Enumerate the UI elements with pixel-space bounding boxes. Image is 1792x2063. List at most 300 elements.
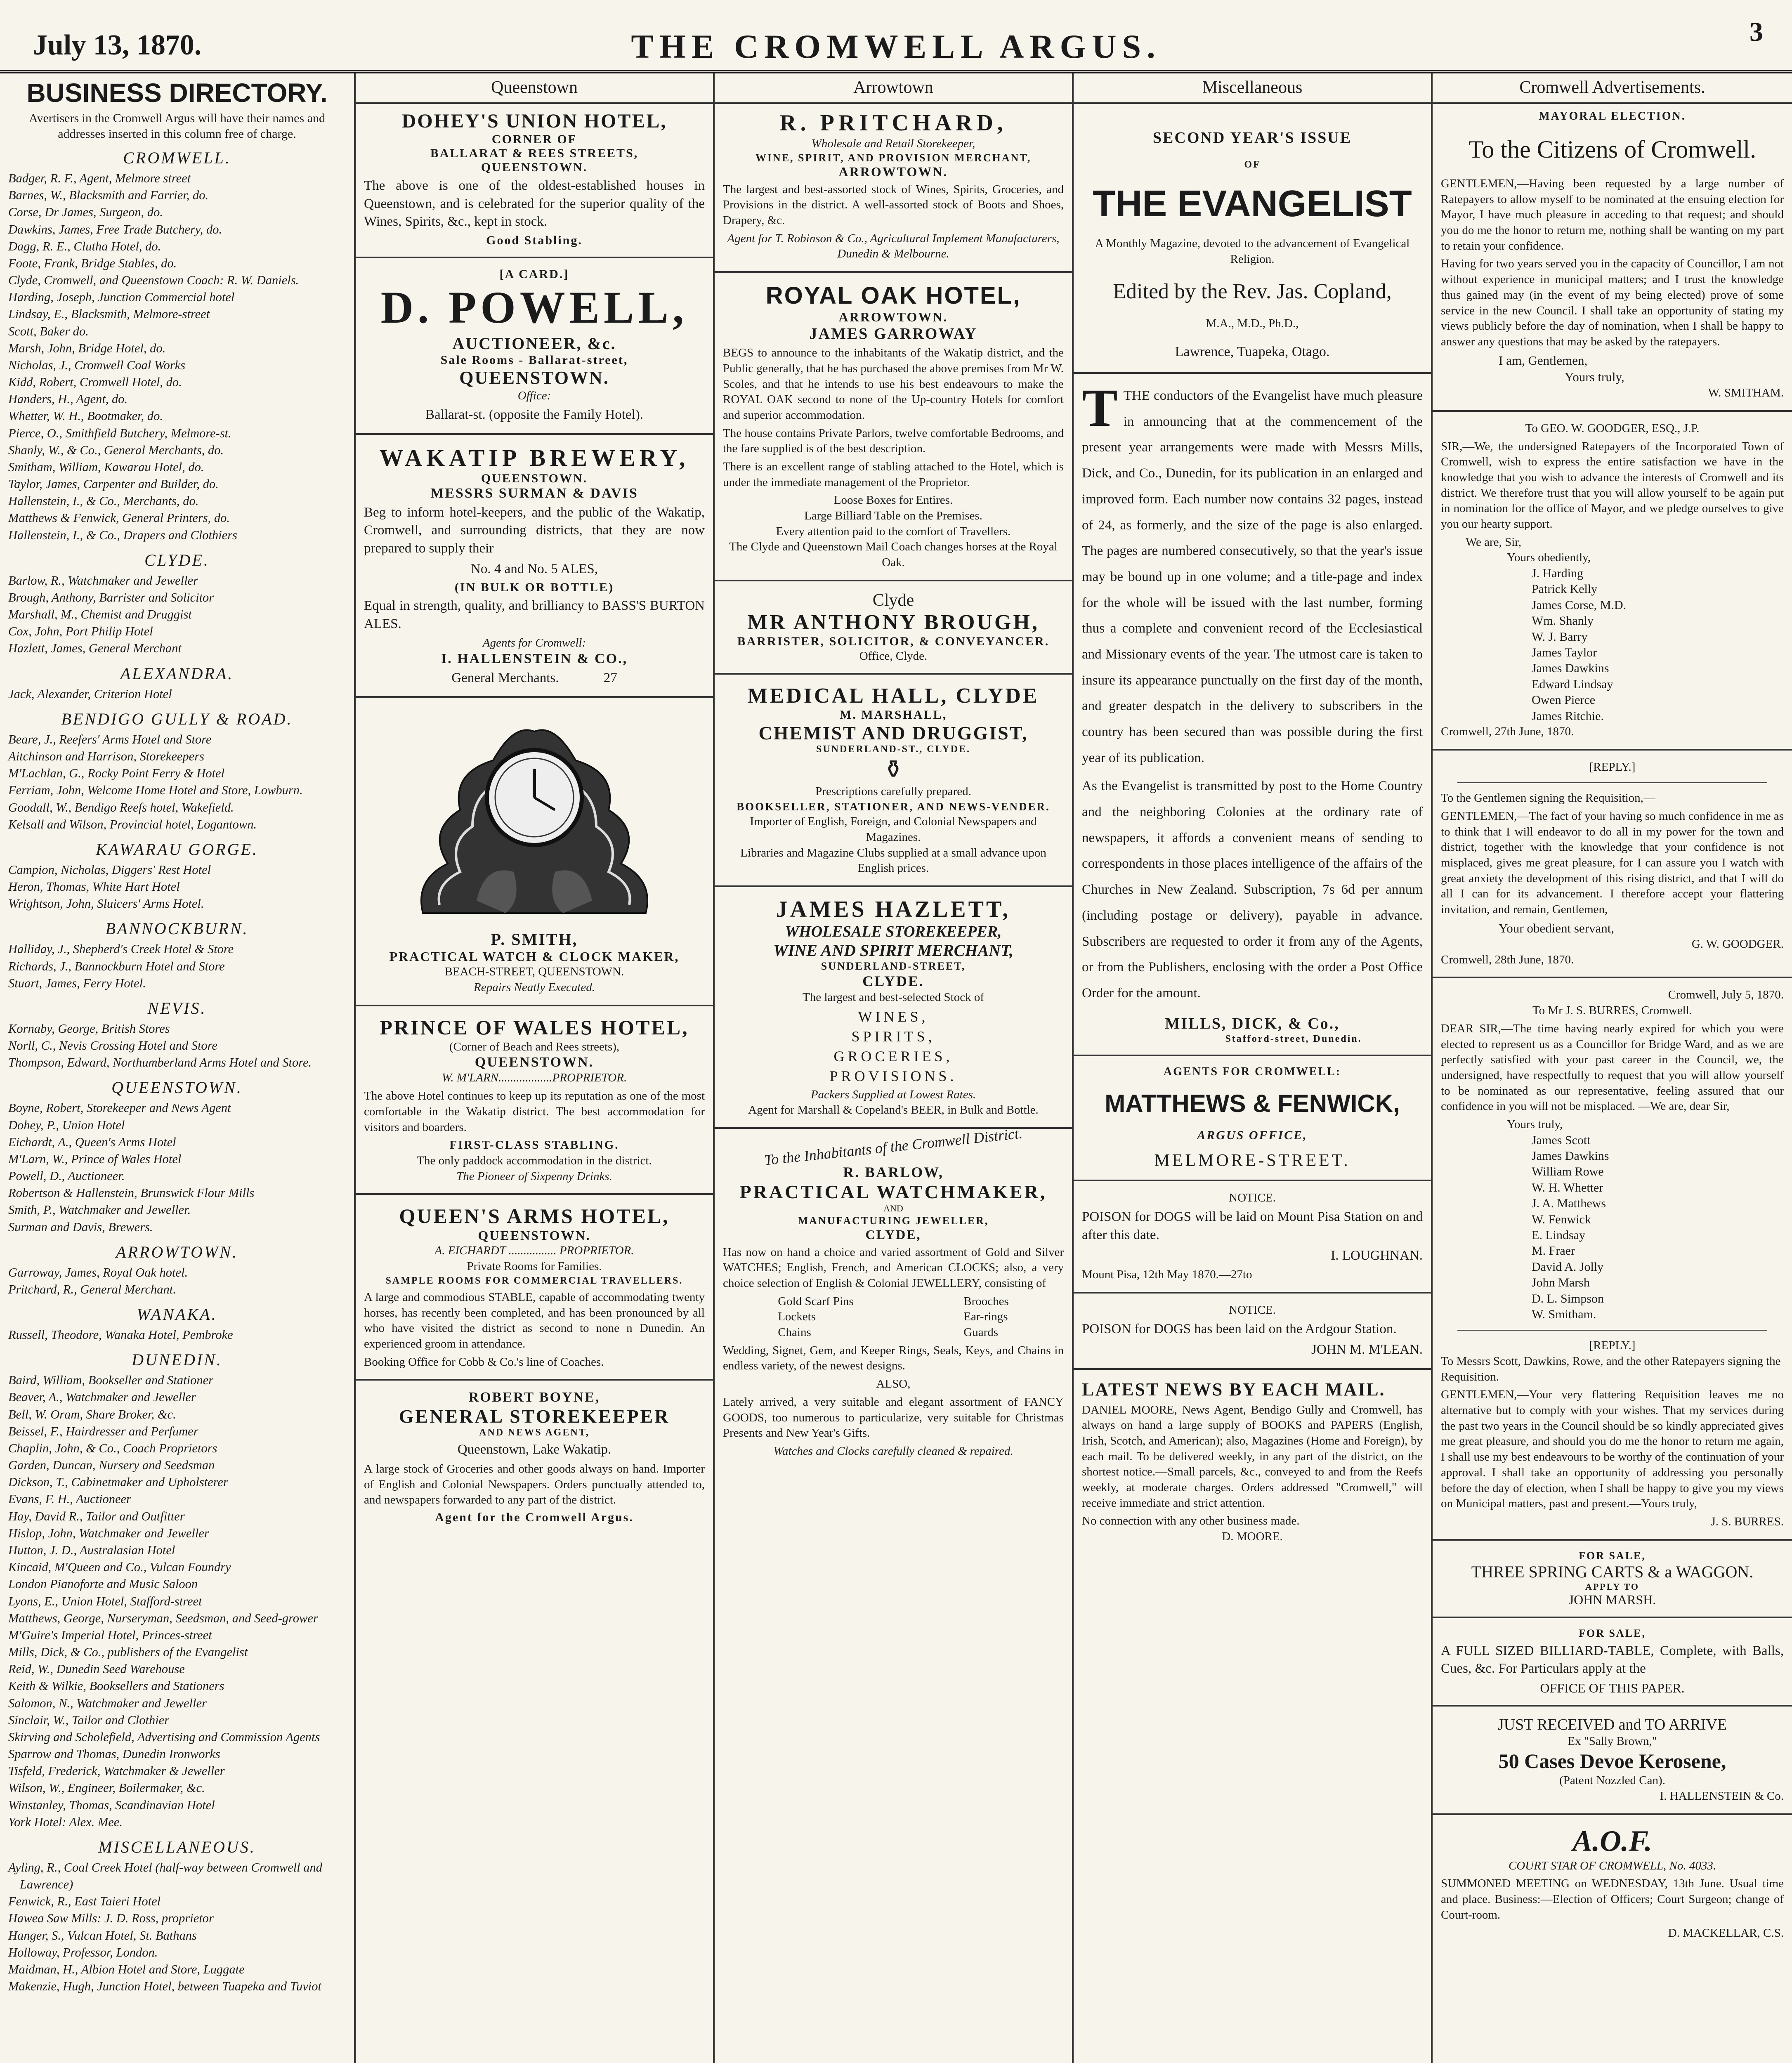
signatory-name: William Rowe — [1532, 1165, 1604, 1179]
directory-entry: Fenwick, R., East Taieri Hotel — [8, 1894, 161, 1909]
directory-entry: Taylor, James, Carpenter and Builder, do. — [8, 477, 219, 491]
directory-entry: M'Guire's Imperial Hotel, Princes-street — [8, 1628, 212, 1642]
directory-entry: Marshall, M., Chemist and Druggist — [8, 607, 192, 622]
reply-2-label: [REPLY.] — [1589, 1339, 1636, 1353]
signatory-name: James Dawkins — [1532, 1149, 1609, 1163]
pritchard-body: The largest and best-assorted stock of Wines, Spirits, Groceries, and Provisions in the district. A well-assorted stock of Boots and Shoes, Drapery, &c. — [723, 182, 1064, 227]
smitham-sign: W. SMITHAM. — [1708, 386, 1784, 400]
directory-entry: Hutton, J. D., Australasian Hotel — [8, 1543, 175, 1557]
signatory-name: M. Fraer — [1532, 1244, 1575, 1258]
royal-oak-town: ARROWTOWN. — [838, 309, 948, 325]
notice1-sign: I. LOUGHNAN. — [1331, 1248, 1423, 1263]
directory-entry: Clyde, Cromwell, and Queenstown Coach: R. W. Daniels. — [8, 273, 299, 288]
directory-section-heading: ALEXANDRA. — [120, 664, 234, 683]
directory-entry: Bell, W. Oram, Share Broker, &c. — [8, 1407, 176, 1421]
business-directory-column — [0, 73, 356, 2063]
sale-1-apply: APPLY TO — [1585, 1581, 1639, 1592]
evangelist-editor: Edited by the Rev. Jas. Copland, — [1113, 280, 1392, 304]
directory-section-heading: BENDIGO GULLY & ROAD. — [61, 709, 293, 728]
powell-rooms: Sale Rooms - Ballarat-street, — [440, 353, 628, 367]
directory-entry: Tisfeld, Frederick, Watchmaker & Jeweller — [8, 1764, 225, 1778]
brewery-ales: No. 4 and No. 5 ALES, — [471, 561, 598, 576]
agents-name: MATTHEWS & FENWICK, — [1105, 1089, 1400, 1117]
directory-entry: Shanly, W., & Co., General Merchants, do. — [8, 443, 224, 457]
sale-2: A FULL SIZED BILLIARD-TABLE, Complete, with Balls, Cues, &c. For Particulars apply at the — [1441, 1643, 1784, 1676]
we-are: We are, Sir, — [1466, 535, 1522, 549]
directory-entry: Richards, J., Bannockburn Hotel and Store — [8, 959, 225, 973]
medical-addr: SUNDERLAND-ST., CLYDE. — [816, 744, 971, 755]
column-header: Queenstown — [356, 73, 713, 104]
signatory-name: W. Fenwick — [1532, 1212, 1591, 1226]
directory-entry: Lyons, E., Union Hotel, Stafford-street — [8, 1594, 202, 1608]
yours-truly: Yours truly, — [1507, 1117, 1563, 1131]
hazlett-item: SPIRITS, — [851, 1028, 935, 1045]
directory-entry: Harding, Joseph, Junction Commercial hotel — [8, 290, 235, 304]
directory-entry: Salomon, N., Watchmaker and Jeweller — [8, 1696, 207, 1710]
reply-2-body: GENTLEMEN,—Your very flattering Requisition leaves me no alternative but to comply with your wishes. That my services during the past two years in the Council should be so kindly appreciated gives me great pleasure, and should you do me the honor to return me again, I shall use my best endeavours to be worthy of the continuation of your approval. I shall take an opportunity of addressing you personally before the day of election, when I shall be happy to give you my views on Municipal matters, past and present.—Yours truly, — [1441, 1388, 1784, 1511]
directory-entry: Heron, Thomas, White Hart Hotel — [8, 880, 180, 894]
brewery-agent-name: I. HALLENSTEIN & CO., — [441, 651, 628, 666]
smitham-letter: GENTLEMEN,—Having been requested by a large number of Ratepayers to allow myself to be nominated at the ensuing election for Mayor, I have much pleasure in acceding to that request; and should you do me the honor to return me, nothing shall be wanting on my part to retain your confidence. — [1441, 177, 1784, 253]
brewery-name: WAKATIP BREWERY, — [379, 444, 689, 471]
prince-body: The above Hotel continues to keep up its reputation as one of the most comfortable in the Wakatip district. The best accommodation for visitors and boarders. — [364, 1089, 705, 1134]
signatory-name: J. A. Matthews — [1532, 1197, 1606, 1211]
hazlett-role2: WINE AND SPIRIT MERCHANT, — [773, 941, 1013, 960]
directory-entry: Garden, Duncan, Nursery and Seedsman — [8, 1458, 215, 1473]
prince-town: QUEENSTOWN. — [475, 1055, 594, 1070]
boyne-news: AND NEWS AGENT, — [479, 1427, 590, 1438]
directory-section-heading: MISCELLANEOUS. — [98, 1837, 256, 1856]
notice2-sign: JOHN M. M'LEAN. — [1311, 1342, 1423, 1357]
boyne-town: Queenstown, Lake Wakatip. — [457, 1442, 611, 1457]
directory-entry: Makenzie, Hugh, Junction Hotel, between Tuapeka and Tuviot — [8, 1979, 321, 1994]
news-title: LATEST NEWS BY EACH MAIL. — [1082, 1379, 1386, 1400]
signatories-list-1 — [1532, 566, 1784, 724]
brewery-owners: MESSRS SURMAN & DAVIS — [430, 485, 638, 501]
clyde-header: Clyde — [872, 590, 914, 610]
directory-entry: Sinclair, W., Tailor and Clothier — [8, 1713, 170, 1727]
kerosene: 50 Cases Devoe Kerosene, — [1498, 1749, 1726, 1773]
directory-entry: Lindsay, E., Blacksmith, Melmore-street — [8, 307, 210, 321]
dohey-hotel-name: DOHEY'S UNION HOTEL, — [401, 110, 667, 132]
directory-entry: Foote, Frank, Bridge Stables, do. — [8, 256, 177, 270]
directory-entry: Smith, P., Watchmaker and Jeweller. — [8, 1203, 191, 1217]
directory-entry: Norll, C., Nevis Crossing Hotel and Store — [8, 1039, 217, 1053]
jewellery-item: Ear-rings — [963, 1310, 1008, 1324]
signatory-name: D. L. Simpson — [1532, 1291, 1604, 1305]
news-sign: D. MOORE. — [1222, 1530, 1283, 1544]
medical-owner: M. MARSHALL, — [839, 708, 947, 722]
medical-import: Importer of English, Foreign, and Colonial Newspapers and Magazines. — [750, 815, 1037, 844]
directory-entry: Handers, H., Agent, do. — [8, 392, 128, 406]
brewery-body: Beg to inform hotel-keepers, and the public of the Wakatip, Cromwell, and surrounding districts, that they are now prepared to supply their — [364, 505, 705, 556]
barlow-town: CLYDE, — [865, 1227, 921, 1242]
smith-role: PRACTICAL WATCH & CLOCK MAKER, — [389, 949, 680, 964]
directory-entry: Hay, David R., Tailor and Outfitter — [8, 1509, 185, 1523]
signatory-name: James Corse, M.D. — [1532, 598, 1627, 612]
prince-corner: (Corner of Beach and Rees streets), — [449, 1040, 620, 1053]
powell-role: AUCTIONEER, &c. — [452, 334, 616, 353]
signatories-list-2 — [1532, 1133, 1784, 1323]
powell-office-label: Office: — [517, 389, 551, 402]
queens-name: QUEEN'S ARMS HOTEL, — [399, 1204, 670, 1228]
pritchard-name: R. PRITCHARD, — [779, 110, 1007, 136]
directory-entry: Nicholas, J., Cromwell Coal Works — [8, 358, 185, 372]
directory-section-heading: CROMWELL. — [123, 149, 231, 167]
queens-booking: Booking Office for Cobb & Co.'s line of Coaches. — [364, 1355, 604, 1369]
barlow-body: Has now on hand a choice and varied assortment of Gold and Silver WATCHES; English, French, and American CLOCKS; also, a very choice selection of English & Colonial JEWELLERY, consisting of — [723, 1245, 1064, 1290]
brewery-agent-role: General Merchants. 27 — [451, 670, 617, 685]
jewellery-item: Chains — [778, 1326, 811, 1339]
signatory-name: W. J. Barry — [1532, 630, 1588, 644]
argus-office: ARGUS OFFICE, — [1197, 1128, 1308, 1142]
evangelist-publisher-addr: Stafford-street, Dunedin. — [1225, 1033, 1362, 1044]
reply-2-to: To Messrs Scott, Dawkins, Rowe, and the other Ratepayers signing the Requisition. — [1441, 1355, 1781, 1383]
directory-entry: Hawea Saw Mills: J. D. Ross, proprietor — [8, 1911, 214, 1926]
directory-entry: M'Lachlan, G., Rocky Point Ferry & Hotel — [8, 766, 225, 781]
directory-entry: Barnes, W., Blacksmith and Farrier, do. — [8, 188, 209, 203]
reply-1-label: [REPLY.] — [1589, 760, 1636, 774]
hazlett-packers: Packers Supplied at Lowest Rates. — [810, 1088, 976, 1101]
dohey-body: The above is one of the oldest-established houses in Queenstown, and is celebrated for the superior quality of the Wines, Spirits, &c., kept in stock. — [364, 178, 705, 229]
column-header: Cromwell Advertisements. — [1433, 73, 1792, 104]
sale-2-label: FOR SALE, — [1579, 1627, 1646, 1639]
evangelist-paragraph-1: TTHE conductors of the Evangelist have much pleasure in announcing that at the commencement of the present year arrangements were made with Messrs Mills, Dick, and Co., Dunedin, for its publication in an enlarged and improved form. Each number now contains 32 pages, instead of 24, as formerly, and the size of the page is also enlarged. The pages are numbered consecutively, so that the year's issue may be bound up in one volume; and a title-page and index for the whole will be issued with the last number, forming thus a complete and convenient record of the Ecclesiastical and Missionary events of the year. The utmost care is taken to insure its appearance punctually on the first day of the month, and greater despatch in the delivery to subscribers in the country has been secured than was possible during the first year of its publication. — [1082, 378, 1423, 765]
royal-oak-body2: The house contains Private Parlors, twelve comfortable Bedrooms, and the fare supplied is of the best description. — [723, 426, 1064, 456]
powell-name: D. POWELL, — [380, 282, 688, 333]
mackellar-sign: D. MACKELLAR, C.S. — [1668, 1926, 1784, 1940]
medical-books: BOOKSELLER, STATIONER, AND NEWS-VENDER. — [737, 800, 1050, 813]
directory-entry: Matthews & Fenwick, General Printers, do. — [8, 511, 230, 525]
evangelist-place: Lawrence, Tuapeka, Otago. — [1175, 344, 1330, 360]
brough-name: MR ANTHONY BROUGH, — [747, 610, 1039, 634]
dohey-streets: BALLARAT & REES STREETS, — [430, 146, 639, 160]
directory-entry: Beaver, A., Watchmaker and Jeweller — [8, 1390, 196, 1404]
directory-entry: Kidd, Robert, Cromwell Hotel, do. — [8, 375, 182, 389]
jewellery-item: Brooches — [963, 1294, 1009, 1308]
directory-entry: Dawkins, James, Free Trade Butchery, do. — [8, 222, 222, 236]
cromwell-advertisements-column — [1433, 73, 1792, 2063]
directory-entry: Ayling, R., Coal Creek Hotel (half-way between Cromwell and Lawrence) — [8, 1860, 322, 1892]
signatory-name: Patrick Kelly — [1532, 582, 1598, 596]
royal-oak-body: BEGS to announce to the inhabitants of the Wakatip district, and the Public generally, that he has purchased the above premises from Mr W. Scoles, and that he intends to use his best endeavours to make the ROYAL OAK second to none of the Up-country Hotels for comfort and superior accommodation. — [723, 346, 1064, 422]
mayoral-election: MAYORAL ELECTION. — [1539, 110, 1686, 123]
dohey-corner: CORNER OF — [491, 132, 577, 146]
issue-date: July 13, 1870. — [33, 29, 202, 61]
brewery-bulk: (IN BULK OR BOTTLE) — [454, 581, 614, 595]
mortar-icon: ⚱ — [883, 756, 904, 784]
barlow-also: ALSO, — [876, 1377, 911, 1391]
notice1-date: Mount Pisa, 12th May 1870.—27to — [1082, 1268, 1252, 1282]
directory-entry: Jack, Alexander, Criterion Hotel — [8, 687, 172, 701]
powell-office: Ballarat-st. (opposite the Family Hotel). — [425, 407, 643, 423]
signatory-name: James Dawkins — [1532, 661, 1609, 675]
royal-oak-body3: There is an excellent range of stabling attached to the Hotel, which is under the immediate management of the Proprietor. — [723, 460, 1064, 489]
directory-entry: Pritchard, R., General Merchant. — [8, 1282, 176, 1296]
boyne-name: ROBERT BOYNE, — [468, 1390, 600, 1405]
directory-entry: Kelsall and Wilson, Provincial hotel, Logantown. — [8, 817, 257, 831]
directory-entry: Barlow, R., Watchmaker and Jeweller — [8, 573, 198, 588]
directory-entry: Dickson, T., Cabinetmaker and Upholsterer — [8, 1475, 228, 1489]
card-label: [A CARD.] — [499, 267, 569, 281]
signatory-name: John Marsh — [1532, 1276, 1590, 1290]
evangelist-of: OF — [1244, 159, 1261, 170]
royal-oak-name: ROYAL OAK HOTEL, — [765, 282, 1021, 309]
hazlett-intro: The largest and best-selected Stock of — [803, 990, 984, 1004]
directory-entry: Hallenstein, I., & Co., Drapers and Clothiers — [8, 528, 237, 542]
directory-entry: Russell, Theodore, Wanaka Hotel, Pembroke — [8, 1328, 233, 1342]
hazlett-items — [723, 1008, 1064, 1085]
medical-libraries: Libraries and Magazine Clubs supplied at a small advance upon English prices. — [740, 846, 1046, 875]
directory-section-heading: ARROWTOWN. — [116, 1242, 238, 1261]
date-1: Cromwell, 27th June, 1870. — [1441, 725, 1574, 738]
signatory-name: W. H. Whetter — [1532, 1180, 1603, 1194]
hazlett-name: JAMES HAZLETT, — [776, 896, 1011, 922]
sale-1-name: JOHN MARSH. — [1568, 1592, 1656, 1607]
directory-entry: Marsh, John, Bridge Hotel, do. — [8, 341, 166, 355]
news-foot: No connection with any other business made. — [1082, 1514, 1300, 1528]
smith-addr: BEACH-STREET, QUEENSTOWN. — [444, 965, 624, 979]
agents-label: AGENTS FOR CROMWELL: — [1163, 1065, 1341, 1078]
barlow-role: PRACTICAL WATCHMAKER, — [739, 1181, 1047, 1203]
queens-town: QUEENSTOWN. — [478, 1228, 591, 1243]
to-goodger: To GEO. W. GOODGER, ESQ., J.P. — [1525, 421, 1700, 435]
evangelist-degrees: M.A., M.D., Ph.D., — [1206, 317, 1299, 330]
court-star: COURT STAR OF CROMWELL, No. 4033. — [1508, 1859, 1716, 1872]
summoned-meeting: SUMMONED MEETING on WEDNESDAY, 13th June. Usual time and place. Business:—Election of Officers; Court Surgeon; change of Court-room. — [1441, 1877, 1784, 1921]
directory-entry: Hanger, S., Vulcan Hotel, St. Bathans — [8, 1928, 197, 1943]
dohey-town: QUEENSTOWN. — [481, 161, 588, 174]
pritchard-town: ARROWTOWN. — [838, 164, 948, 179]
pritchard-role: Wholesale and Retail Storekeeper, — [811, 137, 975, 150]
directory-list — [8, 148, 346, 1995]
directory-entry: Chaplin, John, & Co., Coach Proprietors — [8, 1441, 217, 1455]
directory-entry: Robertson & Hallenstein, Brunswick Flour Mills — [8, 1186, 255, 1200]
directory-entry: Dagg, R. E., Clutha Hotel, do. — [8, 239, 161, 253]
goodger-requisition: SIR,—We, the undersigned Ratepayers of the Incorporated Town of Cromwell, wish to express the entire satisfaction we have in the knowledge that you wish to advance the interests of Cromwell and its district. We therefore trust that you will allow yourself to be again put in nomination for the office of Mayor, and we pledge ourselves to give you our hearty support. — [1441, 439, 1784, 531]
boyne-agent: Agent for the Cromwell Argus. — [435, 1510, 634, 1524]
reply-2-sign: J. S. BURRES. — [1711, 1515, 1784, 1528]
directory-entry: York Hotel: Alex. Mee. — [8, 1815, 123, 1829]
signatory-name: James Ritchie. — [1532, 709, 1604, 723]
royal-oak-coach: The Clyde and Queenstown Mail Coach changes horses at the Royal Oak. — [729, 540, 1058, 569]
brewery-agents: Agents for Cromwell: — [482, 636, 586, 650]
evangelist-title: THE EVANGELIST — [1093, 183, 1412, 224]
barlow-role2: MANUFACTURING JEWELLER, — [798, 1214, 989, 1227]
directory-entry: Sparrow and Thomas, Dunedin Ironworks — [8, 1747, 220, 1761]
medical-hall-name: MEDICAL HALL, CLYDE — [747, 684, 1039, 708]
queens-rooms: Private Rooms for Families. — [467, 1259, 602, 1273]
pritchard-trade: WINE, SPIRIT, AND PROVISION MERCHANT, — [755, 151, 1032, 164]
miscellaneous-column — [1074, 73, 1433, 2063]
directory-entry: Scott, Baker do. — [8, 324, 89, 338]
directory-section-heading: WANAKA. — [137, 1305, 217, 1324]
directory-entry: Beare, J., Reefers' Arms Hotel and Store — [8, 732, 212, 746]
directory-entry: Powell, D., Auctioneer. — [8, 1169, 125, 1183]
directory-entry: Aitchinson and Harrison, Storekeepers — [8, 749, 204, 763]
directory-section-heading: QUEENSTOWN. — [111, 1078, 243, 1097]
jewellery-item: Gold Scarf Pins — [778, 1294, 854, 1308]
date-3: Cromwell, July 5, 1870. — [1668, 988, 1784, 1002]
directory-entry: Surman and Davis, Brewers. — [8, 1220, 153, 1234]
sale-2-office: OFFICE OF THIS PAPER. — [1540, 1680, 1685, 1695]
evangelist-issue: SECOND YEAR'S ISSUE — [1152, 129, 1352, 146]
directory-entry: Kornaby, George, British Stores — [8, 1021, 170, 1036]
medical-role: CHEMIST AND DRUGGIST, — [758, 722, 1028, 744]
news-body: DANIEL MOORE, News Agent, Bendigo Gully and Cromwell, has always on hand a large supply of BOOKS and PAPERS (English, Irish, Scotch, and American); also, Magazines (Home and Foreign), by each mail. To be delivered weekly, in any part of the district, on the shortest notice.—Small parcels, &c., conveyed to and from the Reefs weekly, at moderate charges. Orders addressed "Cromwell," will receive immediate and strict attention. — [1082, 1403, 1423, 1510]
hazlett-agent: Agent for Marshall & Copeland's BEER, in Bulk and Bottle. — [748, 1103, 1039, 1117]
barlow-jewellery-list — [723, 1294, 1064, 1341]
aof-emblem: A.O.F. — [1572, 1824, 1652, 1858]
directory-entry: Mills, Dick, & Co., publishers of the Evangelist — [8, 1645, 248, 1659]
directory-entry: Campion, Nicholas, Diggers' Rest Hotel — [8, 862, 211, 877]
column-header: Miscellaneous — [1074, 73, 1431, 104]
clock-icon — [390, 707, 679, 921]
queens-sample: SAMPLE ROOMS FOR COMMERCIAL TRAVELLERS. — [385, 1275, 683, 1286]
smitham-close: I am, Gentlemen, — [1499, 353, 1588, 368]
page-number: 3 — [1750, 17, 1763, 47]
directory-entry: Baird, William, Bookseller and Stationer — [8, 1373, 213, 1388]
arrive-ex: Ex "Sally Brown," — [1568, 1734, 1657, 1748]
notice1-label: NOTICE. — [1229, 1191, 1276, 1204]
evangelist-paragraph-2: As the Evangelist is transmitted by post to the Home Country and the neighboring Colonies at the ordinary rate of newspapers, it affords a convenient means of sending to correspondents in those places intelligence of the affairs of the Churches in New Zealand. Subscription, 7s 6d per annum (including postage or delivery), payable in advance. Subscribers are requested to order it from any of the Agents, or from the Publishers, enclosing with the order a Post Office Order for the amount. — [1082, 779, 1423, 1001]
brough-role: BARRISTER, SOLICITOR, & CONVEYANCER. — [737, 634, 1050, 648]
signatory-name: James Scott — [1532, 1133, 1591, 1147]
barlow-body2: Wedding, Signet, Gem, and Keeper Rings, Seals, Keys, and Chains in endless variety, of the newest designs. — [723, 1343, 1064, 1373]
hazlett-town: CLYDE. — [862, 972, 924, 989]
directory-entry: Wilson, W., Engineer, Boilermaker, &c. — [8, 1781, 205, 1795]
reply-1-servant: Your obedient servant, — [1499, 921, 1615, 935]
directory-entry: Winstanley, Thomas, Scandinavian Hotel — [8, 1798, 215, 1812]
evangelist-publisher: MILLS, DICK, & Co., — [1165, 1015, 1340, 1032]
prince-stabling: FIRST-CLASS STABLING. — [449, 1138, 619, 1152]
directory-entry: Stuart, James, Ferry Hotel. — [8, 976, 146, 990]
directory-entry: Boyne, Robert, Storekeeper and News Agent — [8, 1101, 231, 1115]
directory-entry: Goodall, W., Bendigo Reefs hotel, Wakefield. — [8, 800, 234, 814]
directory-section-heading: KAWARAU GORGE. — [96, 840, 258, 859]
directory-section-heading: CLYDE. — [144, 550, 210, 569]
notice2-body: POISON for DOGS has been laid on the Ardgour Station. — [1082, 1322, 1397, 1337]
brewery-equal: Equal in strength, quality, and brilliancy to BASS'S BURTON ALES. — [364, 598, 705, 631]
directory-entry: Whetter, W. H., Bootmaker, do. — [8, 409, 163, 423]
directory-entry: Evans, F. H., Auctioneer — [8, 1492, 131, 1506]
signatory-name: Wm. Shanly — [1532, 614, 1594, 628]
signatory-name: E. Lindsay — [1532, 1228, 1585, 1242]
smith-name: P. SMITH, — [491, 930, 578, 949]
barlow-arc: To the Inhabitants of the Cromwell District. — [763, 1125, 1023, 1168]
directory-entry: Reid, W., Dunedin Seed Warehouse — [8, 1662, 185, 1676]
directory-title: BUSINESS DIRECTORY. — [26, 78, 328, 108]
directory-entry: Matthews, George, Nurseryman, Seedsman, and Seed-grower — [8, 1611, 318, 1625]
boyne-body: A large stock of Groceries and other goods always on hand. Importer of English and Colonial Newspapers. Orders punctually attended to, and newspapers forwarded to any part of the district. — [364, 1462, 705, 1507]
directory-entry: Cox, John, Port Philip Hotel — [8, 624, 153, 639]
royal-oak-owner: JAMES GARROWAY — [809, 325, 977, 343]
hazlett-role: WHOLESALE STOREKEEPER, — [785, 923, 1002, 940]
directory-entry: Corse, Dr James, Surgeon, do. — [8, 205, 163, 220]
queens-prop: A. EICHARDT ................ PROPRIETOR. — [434, 1244, 634, 1258]
reply-1-to: To the Gentlemen signing the Requisition,— — [1441, 791, 1655, 805]
arrowtown-column — [715, 73, 1074, 2063]
hazlett-item: GROCERIES, — [833, 1048, 953, 1065]
smitham-yours: Yours truly, — [1565, 369, 1624, 384]
brough-office: Office, Clyde. — [859, 649, 928, 663]
directory-entry: Maidman, H., Albion Hotel and Store, Luggate — [8, 1962, 245, 1976]
directory-entry: Badger, R. F., Agent, Melmore street — [8, 171, 191, 185]
arrive: JUST RECEIVED and TO ARRIVE — [1497, 1716, 1727, 1733]
smith-repairs: Repairs Neatly Executed. — [474, 981, 595, 994]
directory-entry: Pierce, O., Smithfield Butchery, Melmore-st. — [8, 426, 231, 440]
directory-entry: Halliday, J., Shepherd's Creek Hotel & Store — [8, 942, 234, 956]
directory-section-heading: NEVIS. — [147, 998, 207, 1017]
directory-entry: Eichardt, A., Queen's Arms Hotel — [8, 1135, 176, 1149]
hallenstein: I. HALLENSTEIN & Co. — [1660, 1789, 1784, 1803]
burres-requisition: DEAR SIR,—The time having nearly expired for which you were elected to represent us as a Councillor for Bridge Ward, and as we are perfectly satisfied with your past career in the Council, we, the undersigned, have respectfully to request that you will allow yourself to be nominated as our representative, feeling assured that our confidence in you will not be misplaced. —We are, dear Sir, — [1441, 1022, 1784, 1113]
pritchard-agent: Agent for T. Robinson & Co., Agricultural Implement Manufacturers, Dunedin & Melbourne. — [727, 231, 1060, 261]
evangelist-subtitle: A Monthly Magazine, devoted to the advancement of Evangelical Religion. — [1095, 237, 1410, 266]
directory-entry: Garroway, James, Royal Oak hotel. — [8, 1265, 188, 1279]
directory-entry: Keith & Wilkie, Booksellers and Stationers — [8, 1679, 224, 1693]
patent: (Patent Nozzled Can). — [1559, 1774, 1665, 1787]
signatory-name: W. Smitham. — [1532, 1307, 1596, 1321]
brewery-town: QUEENSTOWN. — [481, 471, 588, 485]
to-citizens: To the Citizens of Cromwell. — [1468, 136, 1757, 163]
boyne-role: GENERAL STOREKEEPER — [399, 1406, 670, 1427]
royal-oak-boxes: Loose Boxes for Entires. — [833, 493, 953, 507]
melmore-street: MELMORE-STREET. — [1154, 1151, 1350, 1170]
signatory-name: James Taylor — [1532, 645, 1597, 659]
hazlett-item: WINES, — [858, 1008, 929, 1025]
to-burres: To Mr J. S. BURRES, Cromwell. — [1532, 1004, 1693, 1017]
directory-entry: M'Larn, W., Prince of Wales Hotel — [8, 1152, 182, 1166]
directory-entry: Thompson, Edward, Northumberland Arms Hotel and Store. — [8, 1055, 312, 1070]
powell-town: QUEENSTOWN. — [459, 367, 609, 388]
sale-1-label: FOR SALE, — [1579, 1549, 1646, 1562]
hazlett-addr: SUNDERLAND-STREET, — [821, 960, 966, 972]
barlow-foot: Watches and Clocks carefully cleaned & repaired. — [773, 1444, 1013, 1458]
signatory-name: J. Harding — [1532, 566, 1583, 581]
barlow-name: R. BARLOW, — [843, 1164, 944, 1181]
directory-entry: Smitham, William, Kawarau Hotel, do. — [8, 460, 204, 474]
signatory-name: Edward Lindsay — [1532, 677, 1613, 691]
royal-oak-billiard: Large Billiard Table on the Premises. — [804, 509, 982, 522]
directory-entry: Holloway, Professor, London. — [8, 1945, 158, 1959]
prince-prop: W. M'LARN..................PROPRIETOR. — [442, 1071, 627, 1085]
sale-1: THREE SPRING CARTS & a WAGGON. — [1471, 1562, 1754, 1581]
date-2: Cromwell, 28th June, 1870. — [1441, 953, 1574, 966]
medical-presc: Prescriptions carefully prepared. — [815, 785, 971, 798]
directory-entry: Beissel, F., Hairdresser and Perfumer — [8, 1424, 198, 1438]
prince-pioneer: The Pioneer of Sixpenny Drinks. — [456, 1169, 612, 1183]
reply-1-sign: G. W. GOODGER. — [1691, 937, 1784, 951]
directory-section-heading: BANNOCKBURN. — [105, 919, 249, 938]
barlow-and: AND — [883, 1203, 903, 1214]
reply-1-body: GENTLEMEN,—The fact of your having so much confidence in me as to think that I will endeavor to do all in my power for the town and district, together with the knowledge that your confidence is not misplaced, gives me great pleasure, for I can assure you I watch with great anxiety the development of this rising district, and that I will do all I can for its advancement. I therefore accept your flattering invitation, and remain, Gentlemen, — [1441, 810, 1784, 916]
dohey-foot: Good Stabling. — [486, 233, 583, 247]
queens-body: A large and commodious STABLE, capable of accommodating twenty horses, has recently been completed, and has been pronounced by all who have visited the district as second to none n Dunedin. An experienced groom in attendance. — [364, 1290, 705, 1350]
directory-entry: Kincaid, M'Queen and Co., Vulcan Foundry — [8, 1560, 231, 1574]
newspaper-title: THE CROMWELL ARGUS. — [631, 28, 1161, 65]
masthead — [0, 0, 1792, 73]
notice2-label: NOTICE. — [1229, 1303, 1276, 1317]
directory-entry: Skirving and Scholefield, Advertising and Commission Agents — [8, 1730, 320, 1744]
directory-entry: Brough, Anthony, Barrister and Solicitor — [8, 590, 214, 604]
directory-entry: Dohey, P., Union Hotel — [8, 1118, 125, 1132]
directory-entry: Hislop, John, Watchmaker and Jeweller — [8, 1526, 209, 1540]
directory-entry: Hallenstein, I., & Co., Merchants, do. — [8, 494, 199, 508]
jewellery-item: Guards — [963, 1326, 999, 1339]
barlow-body3: Lately arrived, a very suitable and elegant assortment of FANCY GOODS, too numerous to particularize, very suitable for Christmas Presents and New Year's Gifts. — [723, 1395, 1064, 1440]
jewellery-item: Lockets — [778, 1310, 816, 1324]
